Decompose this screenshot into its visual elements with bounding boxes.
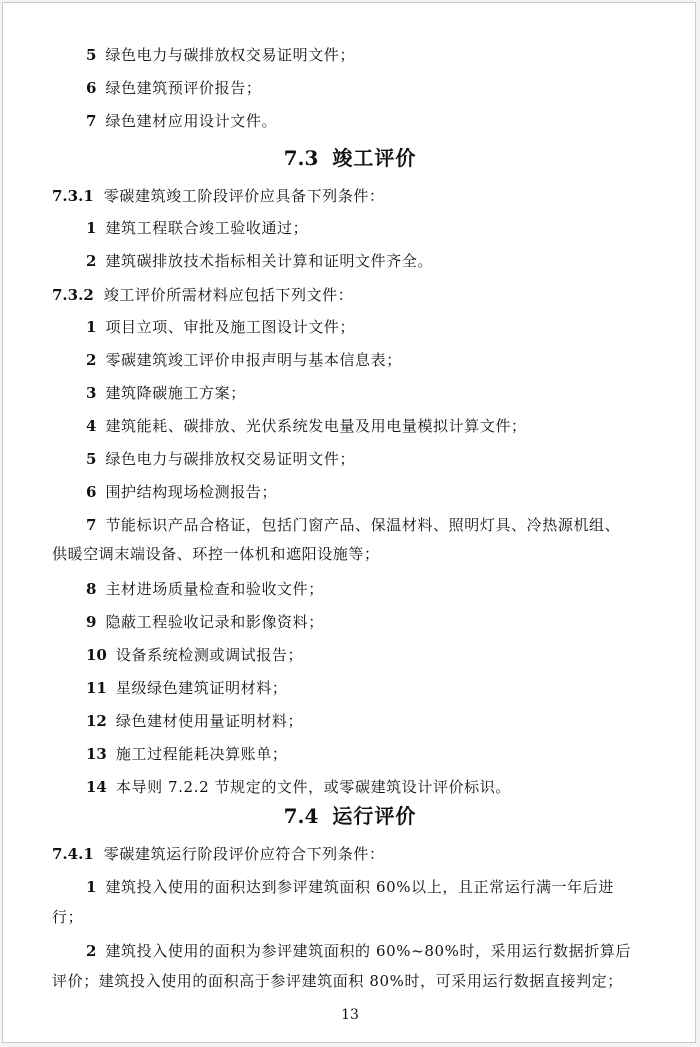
list-item: 5 绿色电力与碳排放权交易证明文件； (86, 46, 356, 64)
list-item-continuation: 供暖空调末端设备、环控一体机和遮阳设施等； (52, 545, 380, 563)
list-item: 4 建筑能耗、碳排放、光伏系统发电量及用电量模拟计算文件； (86, 417, 527, 435)
list-item: 14 本导则 7.2.2 节规定的文件，或零碳建筑设计评价标识。 (86, 778, 511, 796)
list-item: 2 建筑投入使用的面积为参评建筑面积的 60%~80%时，采用运行数据折算后 (86, 942, 632, 960)
list-item: 6 围护结构现场检测报告； (86, 483, 278, 501)
list-item: 13 施工过程能耗决算账单； (86, 745, 288, 763)
list-item: 10 设备系统检测或调试报告； (86, 646, 304, 664)
list-item: 6 绿色建筑预评价报告； (86, 79, 262, 97)
clause-7-3-1: 7.3.1 零碳建筑竣工阶段评价应具备下列条件： (52, 187, 385, 205)
list-item: 12 绿色建材使用量证明材料； (86, 712, 304, 730)
list-item-continuation: 评价；建筑投入使用的面积高于参评建筑面积 80%时，可采用运行数据直接判定； (52, 972, 623, 990)
list-item: 7 绿色建材应用设计文件。 (86, 112, 278, 130)
list-item: 8 主材进场质量检查和验收文件； (86, 580, 324, 598)
list-item: 2 建筑碳排放技术指标相关计算和证明文件齐全。 (86, 252, 434, 270)
list-item: 5 绿色电力与碳排放权交易证明文件； (86, 450, 356, 468)
section-heading-7-3: 7.3 竣工评价 (283, 146, 417, 170)
list-item: 11 星级绿色建筑证明材料； (86, 679, 288, 697)
list-item-continuation: 行； (52, 908, 84, 926)
list-item: 1 建筑工程联合竣工验收通过； (86, 219, 309, 237)
list-item: 9 隐蔽工程验收记录和影像资料； (86, 613, 324, 631)
list-item: 2 零碳建筑竣工评价申报声明与基本信息表； (86, 351, 402, 369)
clause-7-3-2: 7.3.2 竣工评价所需材料应包括下列文件： (52, 286, 354, 304)
list-item: 7 节能标识产品合格证，包括门窗产品、保温材料、照明灯具、冷热源机组、 (86, 516, 621, 534)
list-item: 1 建筑投入使用的面积达到参评建筑面积 60%以上，且正常运行满一年后进 (86, 878, 614, 896)
page-number: 13 (341, 1007, 359, 1023)
list-item: 1 项目立项、审批及施工图设计文件； (86, 318, 356, 336)
list-item: 3 建筑降碳施工方案； (86, 384, 246, 402)
section-heading-7-4: 7.4 运行评价 (283, 804, 417, 828)
clause-7-4-1: 7.4.1 零碳建筑运行阶段评价应符合下列条件： (52, 845, 385, 863)
